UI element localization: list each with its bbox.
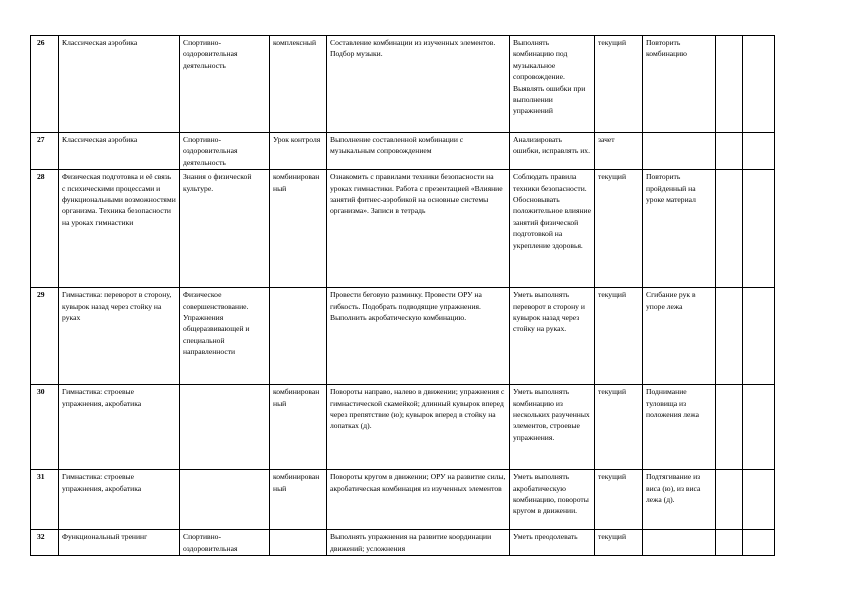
- lesson-requirements: Анализировать ошибки, исправлять их.: [510, 133, 595, 170]
- lesson-content: Выполнять упражнения на развитие координации движений; усложнения: [327, 530, 510, 556]
- lesson-topic: Классическая аэробика: [59, 133, 180, 170]
- lesson-date-plan: [716, 288, 743, 385]
- lesson-type: комбинированный: [270, 170, 327, 288]
- lesson-plan-table: [30, 35, 775, 556]
- lesson-number: 30: [31, 385, 59, 470]
- lesson-section: Физическое совершенствование. Упражнения общеразвивающей и специальной направленности: [180, 288, 270, 385]
- lesson-section: [180, 470, 270, 530]
- lesson-homework: Сгибание рук в упоре лежа: [643, 288, 716, 385]
- lesson-control: текущий: [595, 530, 643, 556]
- lesson-topic: Гимнастика: строевые упражнения, акробатика: [59, 470, 180, 530]
- lesson-date-fact: [743, 133, 775, 170]
- lesson-content: Провести беговую разминку. Провести ОРУ на гибкость. Подобрать подводящие упражнения. Выполнить акробатическую комбинацию.: [327, 288, 510, 385]
- lesson-date-plan: [716, 133, 743, 170]
- lesson-control: зачет: [595, 133, 643, 170]
- lesson-date-plan: [716, 530, 743, 556]
- lesson-topic: Физическая подготовка и её связь с психическими процессами и функциональными возможностями организма. Техника безопасности на уроках гимнастики: [59, 170, 180, 288]
- lesson-date-fact: [743, 530, 775, 556]
- lesson-content: Составление комбинации из изученных элементов. Подбор музыки.: [327, 36, 510, 133]
- lesson-topic: Классическая аэробика: [59, 36, 180, 133]
- lesson-control: текущий: [595, 385, 643, 470]
- lesson-requirements: Уметь выполнять комбинацию из нескольких разученных элементов, строевые упражнения.: [510, 385, 595, 470]
- table-row: [31, 470, 775, 530]
- table-row: [31, 170, 775, 288]
- lesson-content: Ознакомить с правилами техники безопасности на уроках гимнастики. Работа с презентацией «Влияние занятий фитнес-аэробикой на основные системы организма». Записи в тетрадь: [327, 170, 510, 288]
- lesson-number: 27: [31, 133, 59, 170]
- lesson-content: Повороты направо, налево в движении; упражнения с гимнастической скамейкой; длинный кувырок вперед через препятствие (ю); кувырок вперед в стойку на лопатках (д).: [327, 385, 510, 470]
- lesson-topic: Гимнастика: переворот в сторону, кувырок назад через стойку на руках: [59, 288, 180, 385]
- table-row: [31, 36, 775, 133]
- lesson-section: Спортивно-оздоровительная: [180, 530, 270, 556]
- lesson-control: текущий: [595, 36, 643, 133]
- lesson-date-plan: [716, 36, 743, 133]
- lesson-requirements: Уметь выполнять переворот в сторону и кувырок назад через стойку на руках.: [510, 288, 595, 385]
- lesson-type: Урок контроля: [270, 133, 327, 170]
- lesson-date-fact: [743, 385, 775, 470]
- lesson-type: [270, 288, 327, 385]
- lesson-type: комбинированный: [270, 385, 327, 470]
- lesson-requirements: Уметь выполнять акробатическую комбинацию, повороты кругом в движении.: [510, 470, 595, 530]
- table-row: [31, 133, 775, 170]
- lesson-date-plan: [716, 170, 743, 288]
- lesson-date-fact: [743, 170, 775, 288]
- lesson-section: Спортивно-оздоровительная деятельность: [180, 36, 270, 133]
- lesson-requirements: Выполнять комбинацию под музыкальное сопровождение. Выявлять ошибки при выполнении упражнений: [510, 36, 595, 133]
- lesson-content: Повороты кругом в движении; ОРУ на развитие силы, акробатическая комбинация из изученных элементов: [327, 470, 510, 530]
- lesson-homework: Повторить пройденный на уроке материал: [643, 170, 716, 288]
- lesson-homework: [643, 133, 716, 170]
- lesson-content: Выполнение составленной комбинации с музыкальным сопровождением: [327, 133, 510, 170]
- lesson-section: [180, 385, 270, 470]
- table-row: [31, 385, 775, 470]
- lesson-number: 32: [31, 530, 59, 556]
- lesson-topic: Функциональный тренинг: [59, 530, 180, 556]
- lesson-topic: Гимнастика: строевые упражнения, акробатика: [59, 385, 180, 470]
- lesson-control: текущий: [595, 170, 643, 288]
- lesson-date-fact: [743, 470, 775, 530]
- lesson-date-fact: [743, 288, 775, 385]
- table-row: [31, 530, 775, 556]
- lesson-number: 31: [31, 470, 59, 530]
- lesson-section: Спортивно-оздоровительная деятельность: [180, 133, 270, 170]
- lesson-homework: Повторить комбинацию: [643, 36, 716, 133]
- lesson-control: текущий: [595, 470, 643, 530]
- lesson-homework: [643, 530, 716, 556]
- lesson-type: комбинированный: [270, 470, 327, 530]
- lesson-section: Знания о физической культуре.: [180, 170, 270, 288]
- table-row: [31, 288, 775, 385]
- lesson-date-fact: [743, 36, 775, 133]
- lesson-homework: Поднимание туловища из положения лежа: [643, 385, 716, 470]
- lesson-number: 28: [31, 170, 59, 288]
- lesson-requirements: Соблюдать правила техники безопасности. Обосновывать положительное влияние занятий физической подготовкой на укрепление здоровья.: [510, 170, 595, 288]
- lesson-number: 29: [31, 288, 59, 385]
- lesson-date-plan: [716, 385, 743, 470]
- lesson-requirements: Уметь преодолевать: [510, 530, 595, 556]
- lesson-homework: Подтягивание из виса (ю), из виса лежа (д).: [643, 470, 716, 530]
- lesson-control: текущий: [595, 288, 643, 385]
- lesson-type: комплексный: [270, 36, 327, 133]
- lesson-type: [270, 530, 327, 556]
- lesson-date-plan: [716, 470, 743, 530]
- lesson-number: 26: [31, 36, 59, 133]
